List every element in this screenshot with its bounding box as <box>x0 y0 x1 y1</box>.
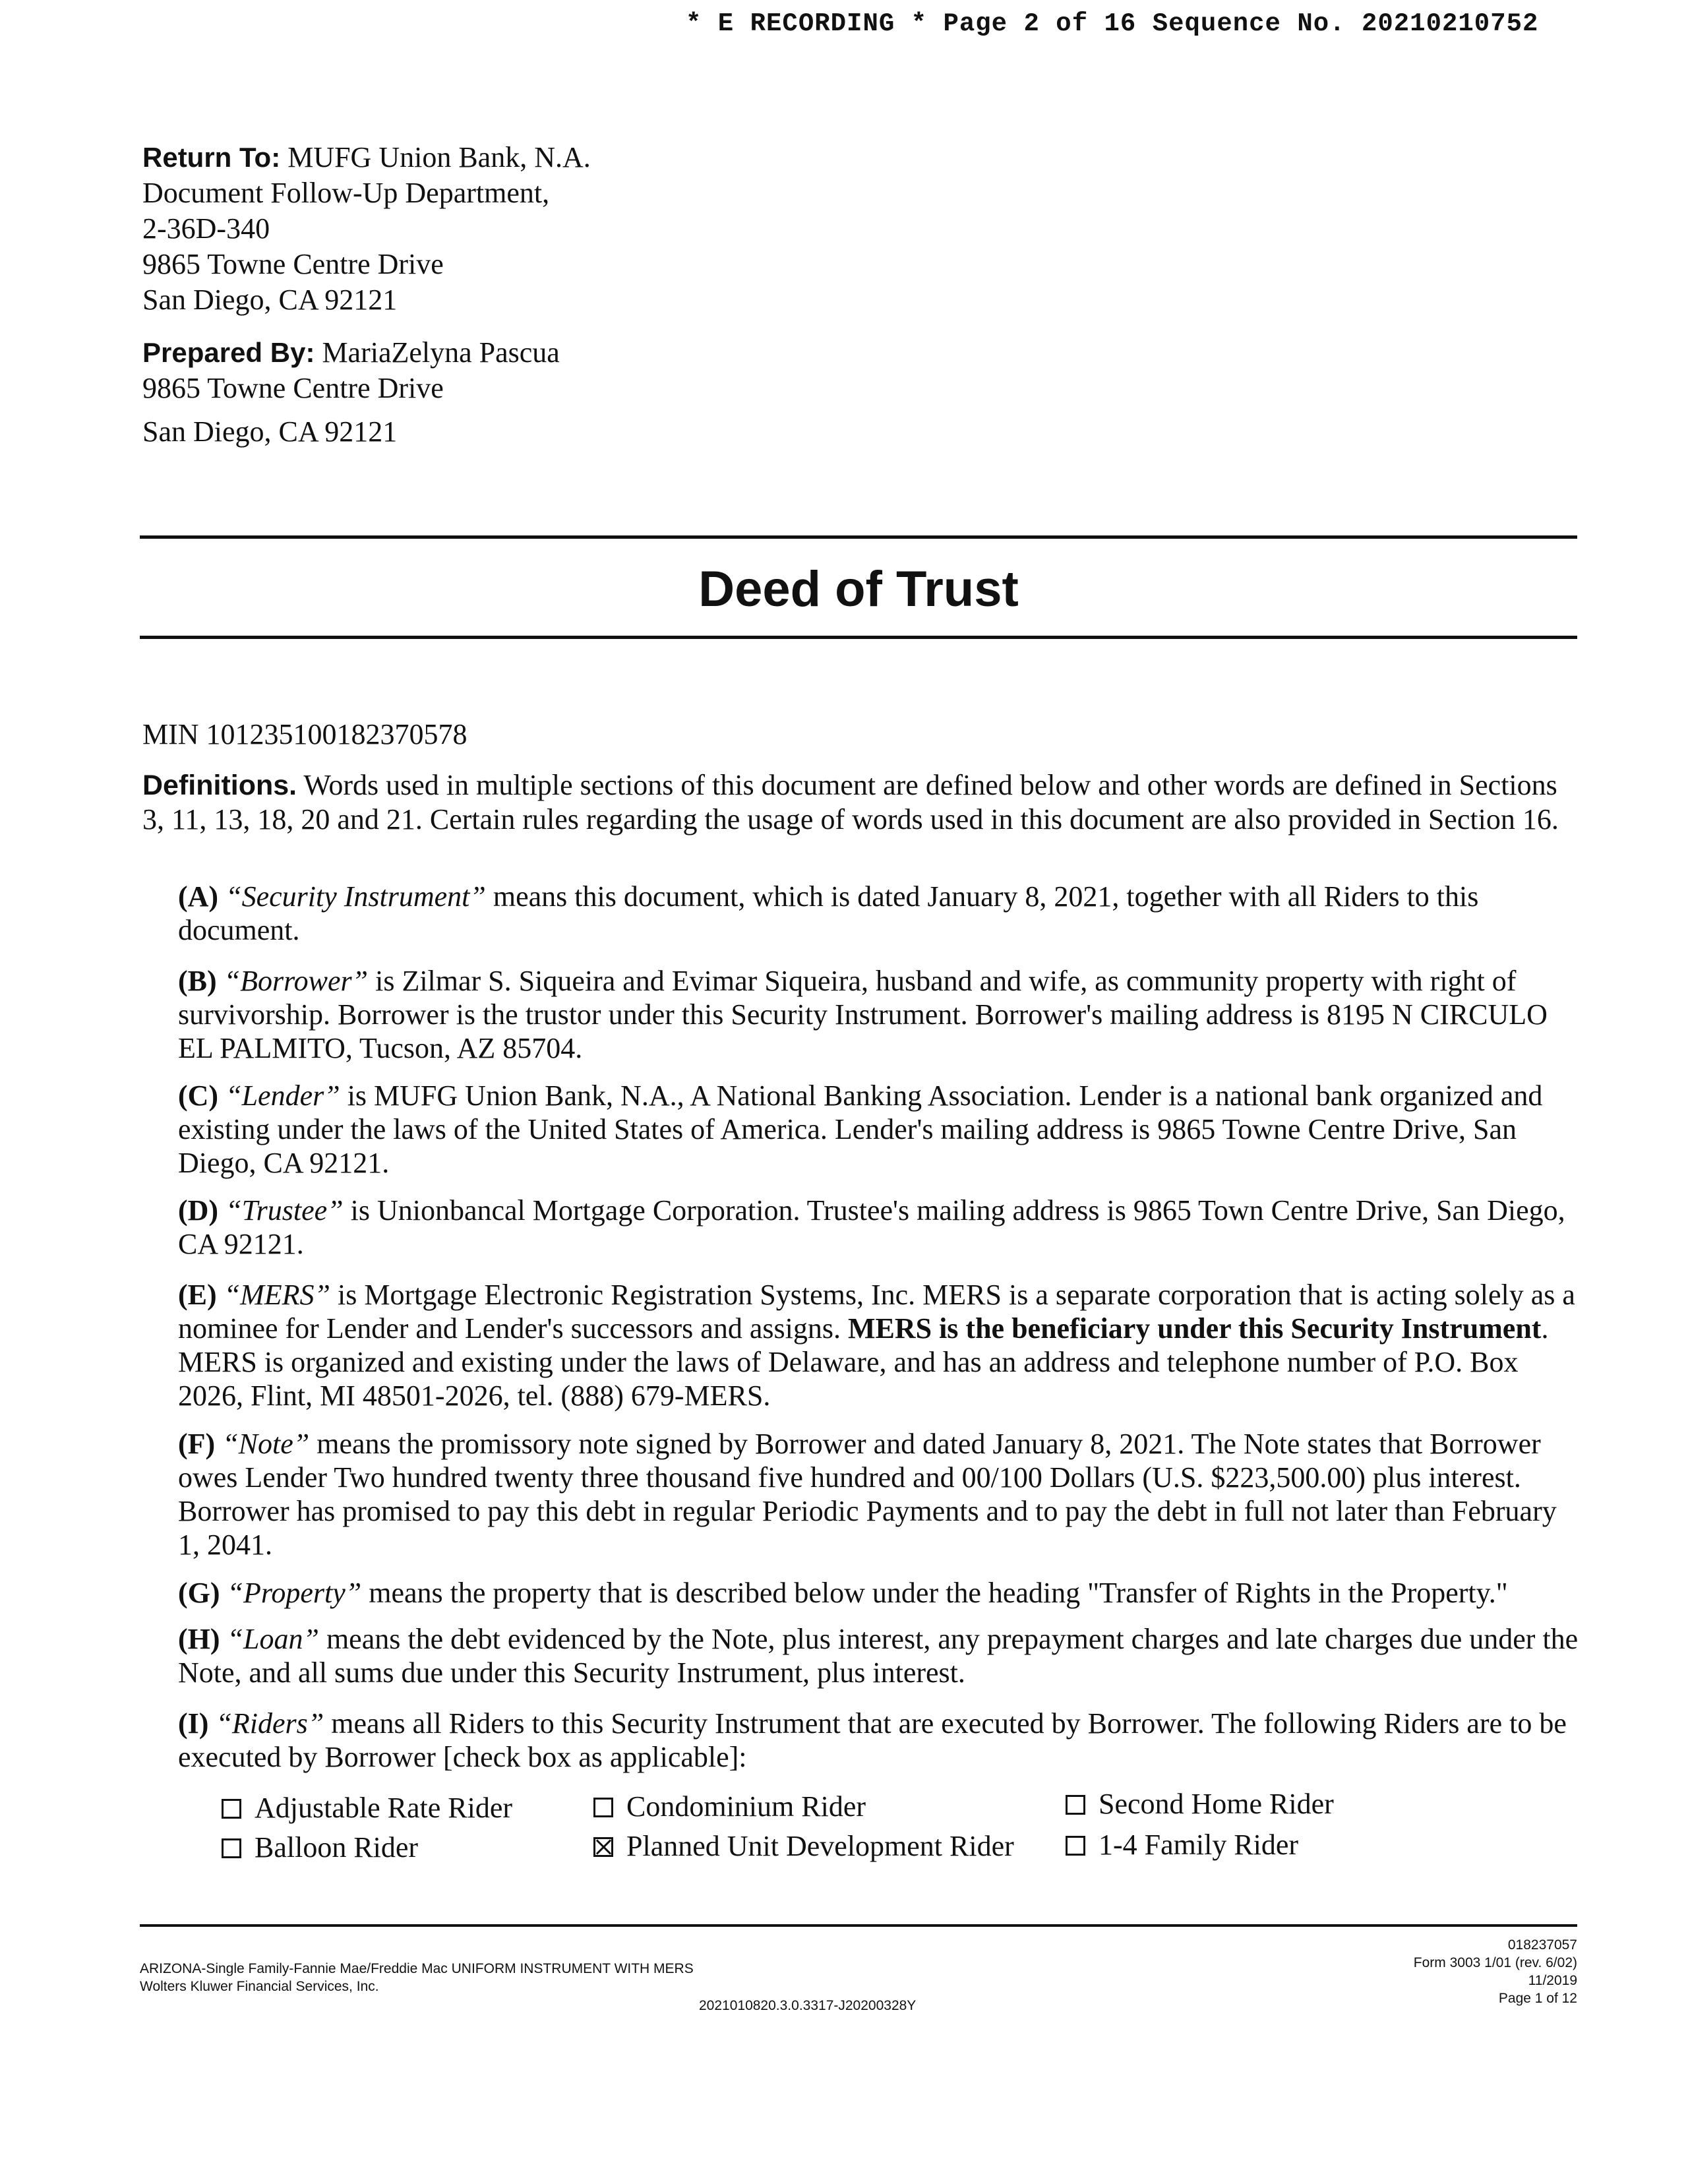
document-title: Deed of Trust <box>698 561 1019 617</box>
checkbox-icon[interactable] <box>593 1798 613 1817</box>
return-to-line: 2-36D-340 <box>142 212 270 245</box>
prepared-by-block <box>142 335 868 450</box>
footer-rule <box>140 1924 1577 1927</box>
definition-term: “Lender” <box>226 1079 340 1112</box>
prepared-by-line: 9865 Towne Centre Drive <box>142 372 444 404</box>
definition-term: “Property” <box>227 1577 362 1609</box>
rider-checkbox-adjustable-rate[interactable] <box>222 1791 512 1825</box>
checkbox-icon[interactable] <box>222 1838 241 1858</box>
definition-text: means the promissory note signed by Borrower and dated January 8, 2021. The Note states that Borrower owes Lender Two hundred twenty three thousand five hundred and 00/100 Dollars (U.S. $223,500.00) plus interest. Borrower has promised to pay this debt in regular Periodic Payments and to pay the debt in full not later than February 1, 2041. <box>178 1428 1557 1561</box>
definition-item-c <box>178 1079 1579 1180</box>
definition-text: means all Riders to this Security Instrument that are executed by Borrower. The following Riders are to be executed by Borrower [check box as applicable]: <box>178 1707 1567 1773</box>
definition-item-f <box>178 1427 1579 1562</box>
checkbox-icon[interactable] <box>1066 1795 1085 1815</box>
prepared-by-label: Prepared By: <box>142 337 315 368</box>
definition-term: “Riders” <box>216 1707 324 1740</box>
definition-term: “Note” <box>222 1428 310 1460</box>
definition-term: “Trustee” <box>226 1194 344 1227</box>
footer-left <box>140 1960 694 1995</box>
definition-letter: (A) <box>178 880 219 913</box>
footer-form-title: ARIZONA-Single Family-Fannie Mae/Freddie Mac UNIFORM INSTRUMENT WITH MERS <box>140 1961 694 1976</box>
footer-right <box>1414 1936 1577 2007</box>
footer-form-date: 11/2019 <box>1528 1973 1577 1988</box>
definition-text: means the property that is described below under the heading "Transfer of Rights in the Property." <box>369 1577 1508 1609</box>
definition-text: means the debt evidenced by the Note, plus interest, any prepayment charges and late charges due under the Note, and all sums due under this Security Instrument, plus interest. <box>178 1623 1579 1689</box>
rider-checkbox-condominium[interactable] <box>593 1790 866 1823</box>
definition-term: “Loan” <box>227 1623 319 1655</box>
return-to-label: Return To: <box>142 142 281 173</box>
rider-label: Condominium Rider <box>626 1790 866 1823</box>
title-top-rule <box>140 535 1577 539</box>
definition-term: “MERS” <box>224 1279 331 1311</box>
rider-checkbox-balloon[interactable] <box>222 1831 418 1864</box>
definition-item-h <box>178 1622 1579 1689</box>
definition-letter: (F) <box>178 1428 216 1460</box>
definition-text: is Zilmar S. Siqueira and Evimar Siqueira, husband and wife, as community property with right of survivorship. Borrower is the trustor under this Security Instrument. Borrower's mailing address is 8195 N CIRCULO EL PALMITO, Tucson, AZ 85704. <box>178 965 1548 1064</box>
definition-text-after: . MERS is organized and existing under the laws of Delaware, and has an address and telephone number of P.O. Box 2026, Flint, MI 48501-2026, tel. (888) 679-MERS. <box>178 1312 1549 1412</box>
definition-item-e <box>178 1278 1579 1412</box>
rider-checkbox-planned-unit-development[interactable] <box>593 1829 1014 1863</box>
footer-page-number: Page 1 of 12 <box>1498 1991 1577 2006</box>
definition-item-a <box>178 880 1579 947</box>
footer-document-id: 2021010820.3.0.3317-J20200328Y <box>699 1998 917 2013</box>
definitions-intro-text: Words used in multiple sections of this document are defined below and other words are defined in Sections 3, 11, 13, 18, 20 and 21. Certain rules regarding the usage of words used in this document are also provided in Section 16. <box>142 769 1559 835</box>
definitions-label: Definitions. <box>142 770 297 801</box>
definition-letter: (C) <box>178 1079 219 1112</box>
definition-letter: (G) <box>178 1577 220 1609</box>
footer-publisher: Wolters Kluwer Financial Services, Inc. <box>140 1979 379 1994</box>
title-bottom-rule <box>140 636 1577 639</box>
return-to-line: San Diego, CA 92121 <box>142 284 398 316</box>
definition-term: “Borrower” <box>224 965 369 997</box>
definition-text: means this document, which is dated January 8, 2021, together with all Riders to this document. <box>178 880 1479 946</box>
definition-item-g <box>178 1576 1579 1610</box>
definition-item-b <box>178 964 1579 1065</box>
return-to-line: Document Follow-Up Department, <box>142 177 550 209</box>
footer-loan-number: 018237057 <box>1507 1937 1577 1953</box>
definitions-intro <box>142 768 1580 836</box>
prepared-by-name: MariaZelyna Pascua <box>322 336 560 369</box>
definition-letter: (B) <box>178 965 217 997</box>
return-to-name: MUFG Union Bank, N.A. <box>287 141 591 173</box>
definition-item-i <box>178 1707 1579 1774</box>
definition-term: “Security Instrument” <box>226 880 486 913</box>
rider-label: Balloon Rider <box>255 1831 419 1864</box>
definition-letter: (D) <box>178 1194 219 1227</box>
recording-header: * E RECORDING * Page 2 of 16 Sequence No. 20210210752 <box>686 9 1539 38</box>
definition-letter: (I) <box>178 1707 209 1740</box>
return-to-block <box>142 140 868 318</box>
checkbox-icon[interactable] <box>1066 1836 1085 1856</box>
definition-text: is Unionbancal Mortgage Corporation. Trustee's mailing address is 9865 Town Centre Drive, San Diego, CA 92121. <box>178 1194 1565 1260</box>
footer-form-number: Form 3003 1/01 (rev. 6/02) <box>1413 1955 1577 1970</box>
min-number: MIN 101235100182370578 <box>142 718 467 750</box>
prepared-by-line: San Diego, CA 92121 <box>142 415 398 448</box>
definition-text: is MUFG Union Bank, N.A., A National Banking Association. Lender is a national bank organized and existing under the laws of the United States of America. Lender's mailing address is 9865 Towne Centre Drive, San Diego, CA 92121. <box>178 1079 1543 1179</box>
checked-box-icon[interactable] <box>593 1837 613 1857</box>
rider-checkbox-second-home[interactable] <box>1066 1787 1334 1821</box>
rider-label: Adjustable Rate Rider <box>255 1792 513 1824</box>
rider-label: 1-4 Family Rider <box>1099 1829 1299 1861</box>
definition-item-d <box>178 1194 1579 1261</box>
rider-label: Planned Unit Development Rider <box>626 1830 1014 1862</box>
definition-letter: (H) <box>178 1623 220 1655</box>
definition-text: is Mortgage Electronic Registration Systems, Inc. MERS is a separate corporation that is acting solely as a nominee for Lender and Lender's successors and assigns. <box>178 1279 1575 1345</box>
rider-label: Second Home Rider <box>1099 1788 1334 1820</box>
checkbox-icon[interactable] <box>222 1799 241 1819</box>
definition-bold-text: MERS is the beneficiary under this Security Instrument <box>847 1312 1542 1345</box>
return-to-line: 9865 Towne Centre Drive <box>142 248 444 280</box>
rider-checkbox-1-4-family[interactable] <box>1066 1828 1298 1862</box>
definition-letter: (E) <box>178 1279 217 1311</box>
